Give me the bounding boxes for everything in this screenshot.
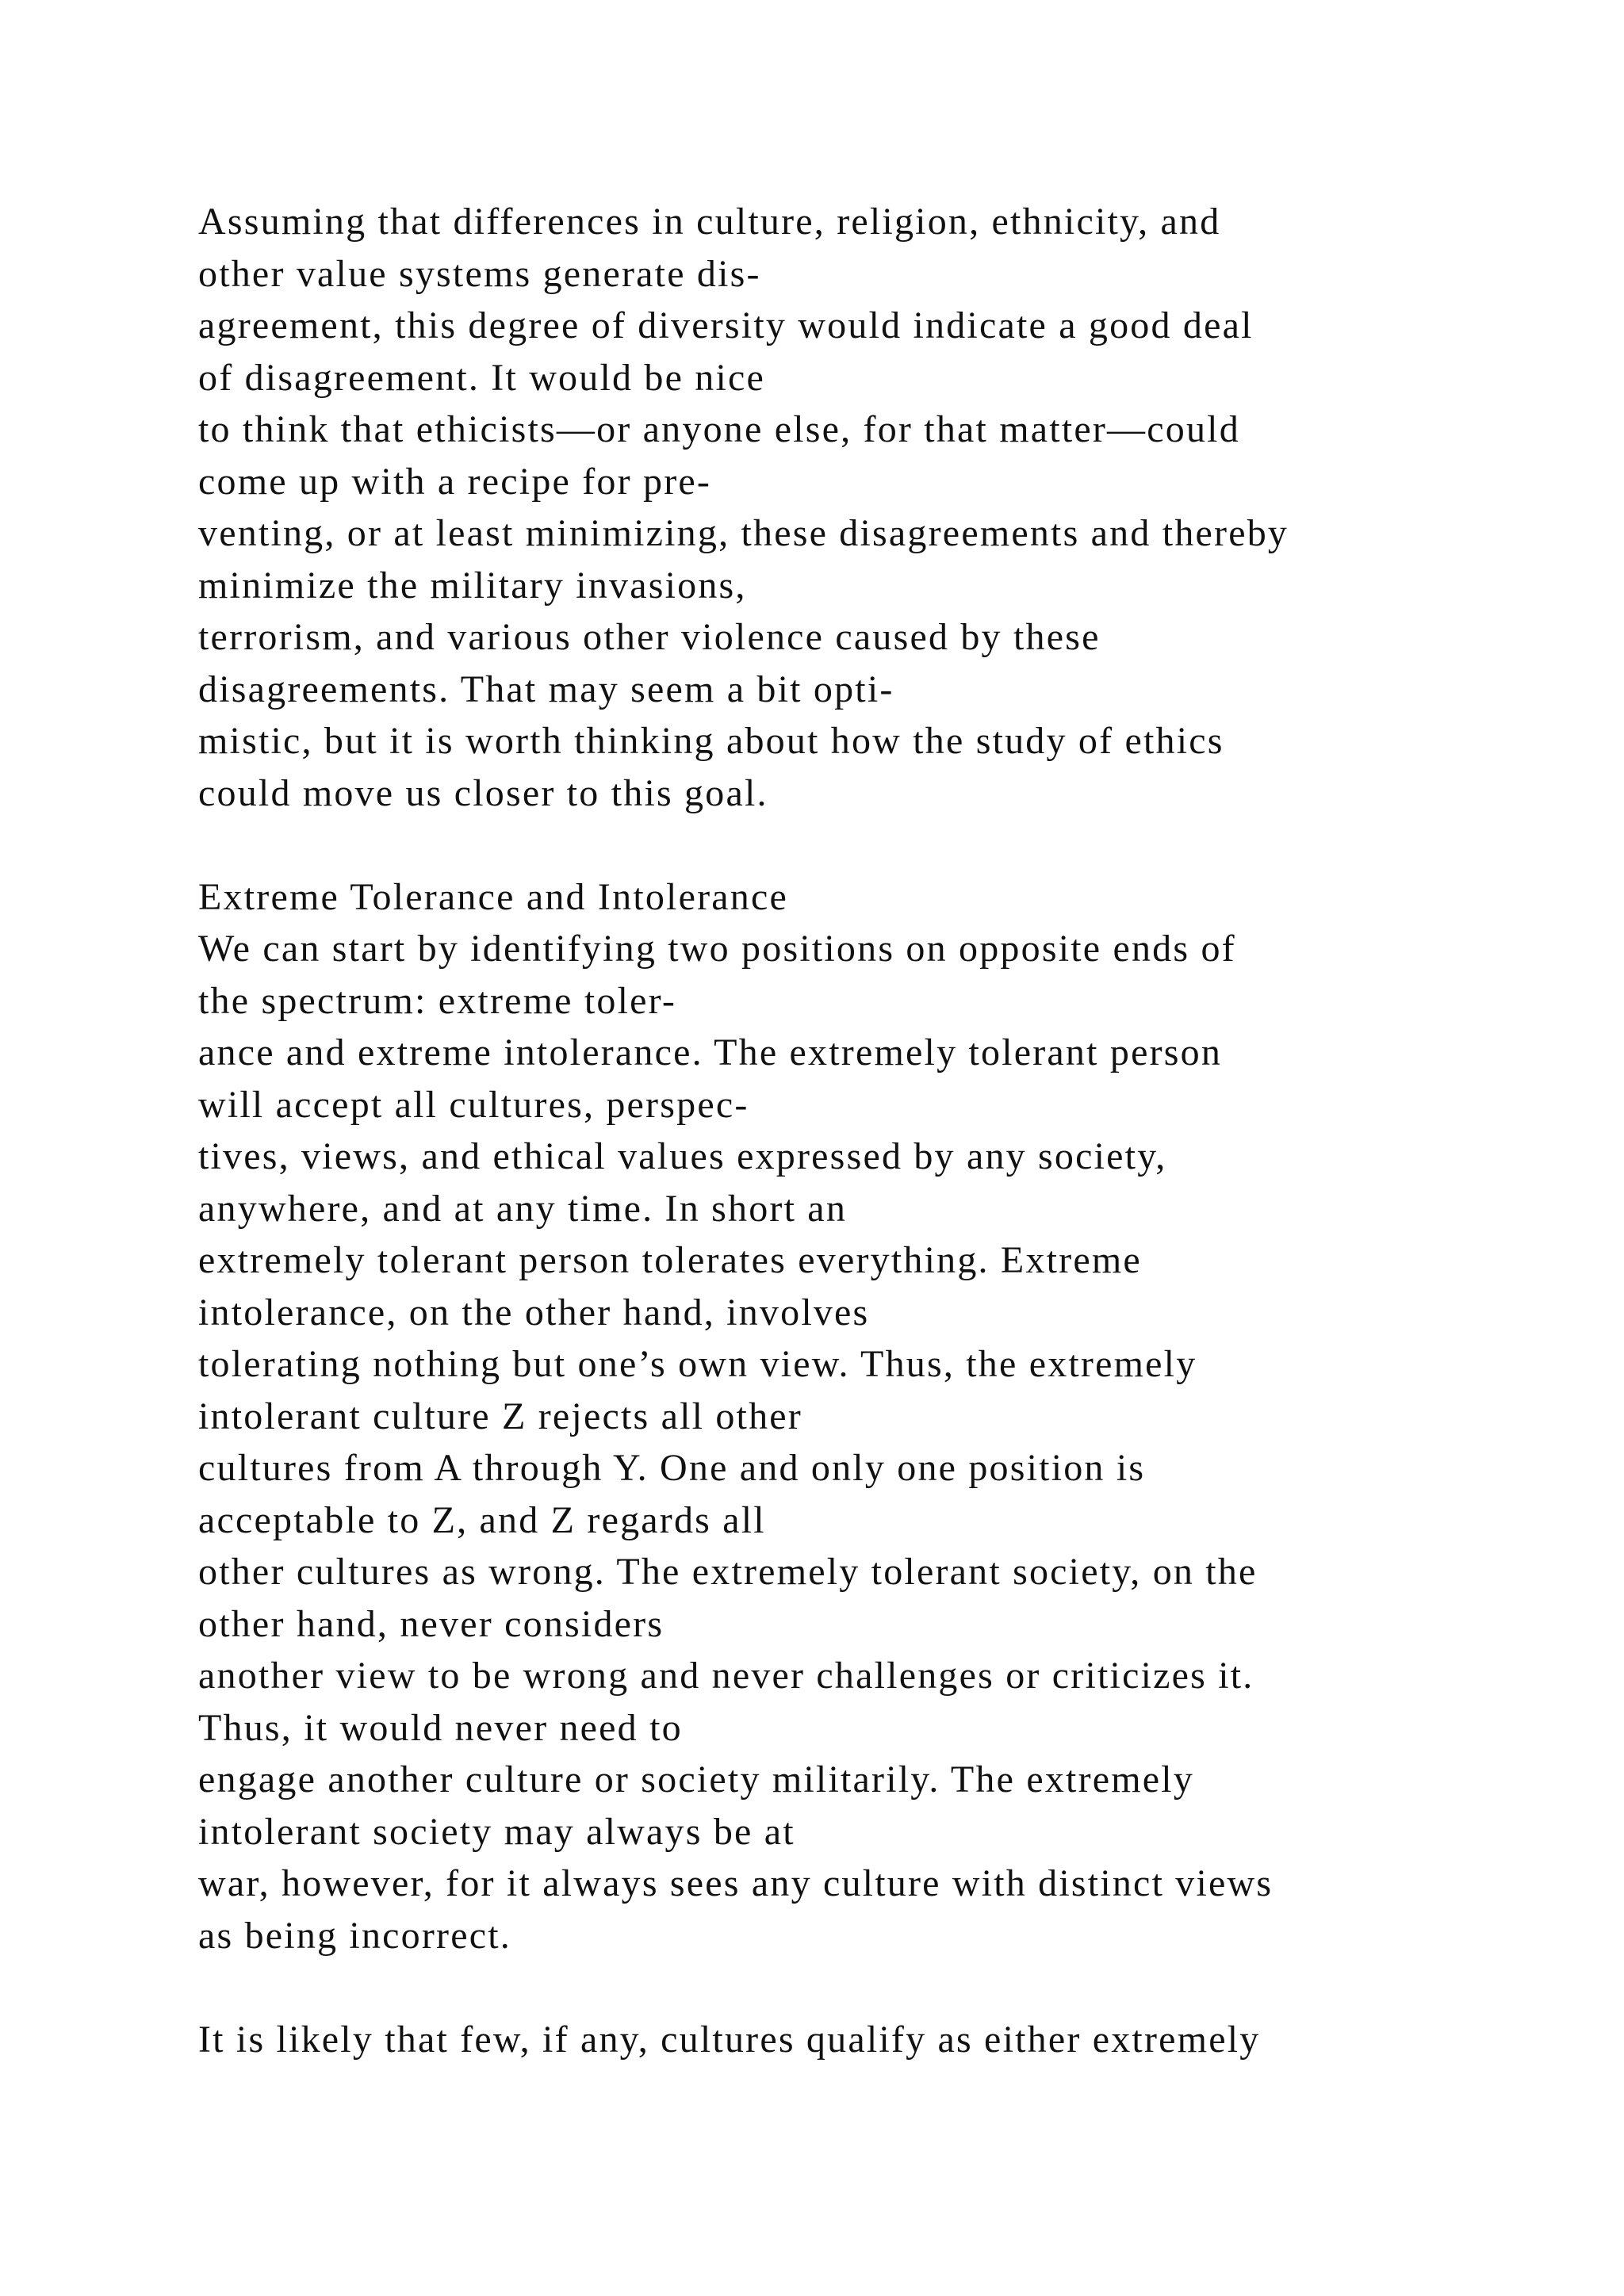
document-body	[198, 196, 1594, 2065]
text-line: ance and extreme intolerance. The extremely tolerant person	[198, 1031, 1223, 1073]
text-line: extremely tolerant person tolerates everything. Extreme	[198, 1239, 1142, 1281]
text-line: acceptable to Z, and Z regards all	[198, 1498, 766, 1541]
text-line: intolerant culture Z rejects all other	[198, 1395, 802, 1437]
text-line: will accept all cultures, perspec-	[198, 1083, 749, 1126]
text-line: engage another culture or society militarily. The extremely	[198, 1758, 1195, 1800]
paragraph-2	[198, 923, 1594, 1961]
text-line: disagreements. That may seem a bit opti-	[198, 668, 894, 710]
text-line: another view to be wrong and never challenges or criticizes it.	[198, 1655, 1254, 1697]
text-line: tives, views, and ethical values expressed by any society,	[198, 1135, 1167, 1177]
text-line: agreement, this degree of diversity would indicate a good deal	[198, 304, 1254, 346]
text-line: come up with a recipe for pre-	[198, 460, 712, 503]
text-line: It is likely that few, if any, cultures qualify as either extremely	[198, 2018, 1261, 2061]
paragraph-3	[198, 2014, 1594, 2066]
text-line: cultures from A through Y. One and only one position is	[198, 1447, 1146, 1489]
text-line: Thus, it would never need to	[198, 1706, 683, 1749]
text-line: intolerant society may always be at	[198, 1810, 795, 1853]
paragraph-1	[198, 196, 1594, 819]
text-line: other value systems generate dis-	[198, 252, 761, 295]
text-line: could move us closer to this goal.	[198, 771, 768, 814]
text-line: the spectrum: extreme toler-	[198, 979, 677, 1022]
text-line: tolerating nothing but one’s own view. Thus, the extremely	[198, 1343, 1197, 1385]
text-line: war, however, for it always sees any culture with distinct views	[198, 1862, 1274, 1904]
text-line: other cultures as wrong. The extremely tolerant society, on the	[198, 1551, 1258, 1593]
text-line: mistic, but it is worth thinking about how the study of ethics	[198, 720, 1224, 762]
text-line: other hand, never considers	[198, 1602, 665, 1645]
text-line: minimize the military invasions,	[198, 564, 747, 607]
section-heading: Extreme Tolerance and Intolerance	[198, 875, 788, 918]
text-line: of disagreement. It would be nice	[198, 356, 766, 399]
text-line: as being incorrect.	[198, 1914, 511, 1957]
paragraph-spacer	[198, 1961, 1594, 2014]
text-line: We can start by identifying two positions on opposite ends of	[198, 928, 1236, 970]
text-line: intolerance, on the other hand, involves	[198, 1291, 870, 1334]
text-line: to think that ethicists—or anyone else, for that matter—could	[198, 408, 1240, 450]
text-line: Assuming that differences in culture, religion, ethnicity, and	[198, 201, 1221, 243]
paragraph-spacer	[198, 819, 1594, 871]
text-line: venting, or at least minimizing, these disagreements and thereby	[198, 512, 1289, 554]
text-line: anywhere, and at any time. In short an	[198, 1187, 848, 1230]
text-line: terrorism, and various other violence caused by these	[198, 616, 1101, 658]
